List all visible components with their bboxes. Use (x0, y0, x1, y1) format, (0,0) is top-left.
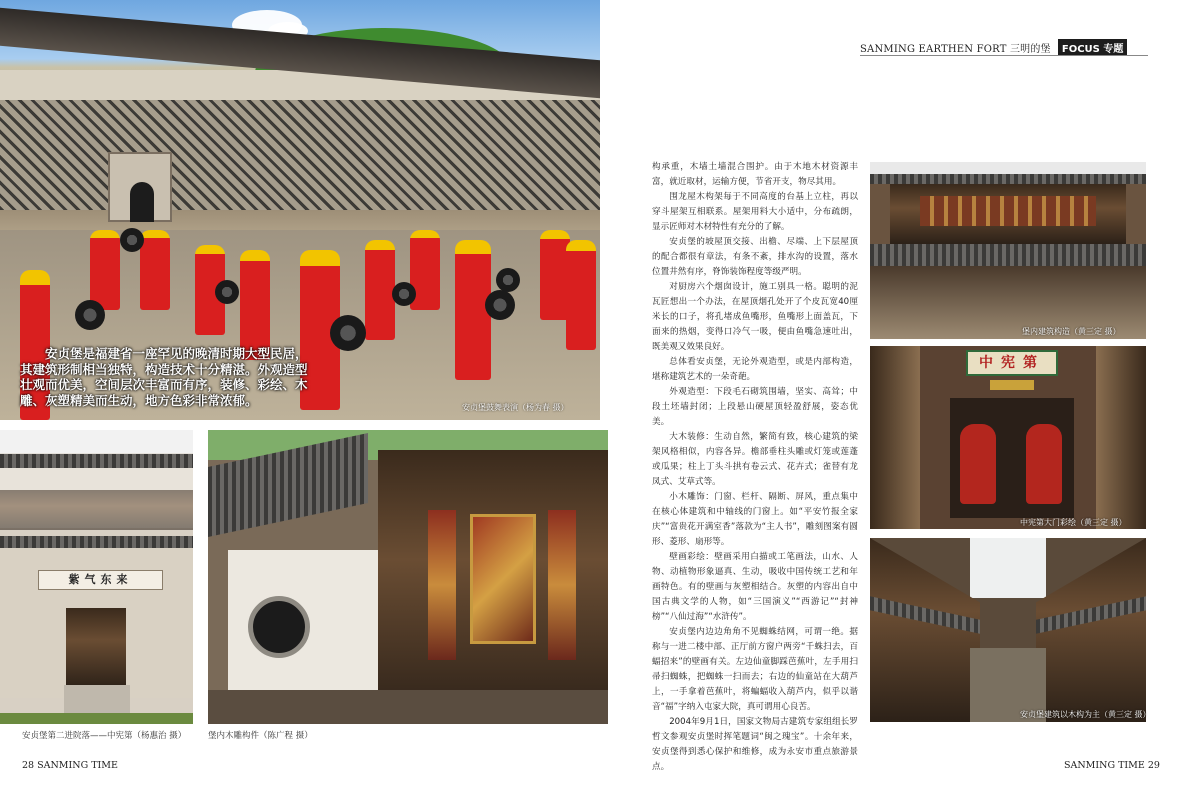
article-paragraph: 构承重，木墙土墙混合围护。由于木地木材资源丰富，就近取材，运输方便，节省开支，物尽其用。 (652, 162, 858, 187)
hero-intro-text: 安贞堡是福建省一座罕见的晚清时期大型民居，其建筑形制相当独特，构造技术十分精湛。外观造型壮观而优美，空间层次丰富而有序，装修、彩绘、木雕、灰塑精美而生动，地方色彩非常浓郁。 (20, 346, 308, 408)
page-number-right: SANMING TIME 29 (1064, 760, 1160, 771)
article-paragraph: 安贞堡的坡屋顶交接、出檐、尽端、上下层屋顶的配合都很有章法，有条不紊，排水沟的设置，落水位置井然有序，脊饰装饰程度等级严明。 (652, 237, 858, 277)
header-divider (860, 55, 1148, 56)
courtyard-photo (0, 430, 193, 724)
header-title: SANMING EARTHEN FORT 三明的堡 (860, 44, 1051, 55)
fort-gate (108, 152, 172, 222)
article-paragraph: 2004年9月1日，国家文物局古建筑专家组组长罗哲文参观安贞堡时挥笔题词“闽之瑰宝”。十余年来，安贞堡得到悉心保护和维修，成为永安市重点旅游景点。 (652, 717, 858, 772)
hero-caption: 安贞堡鼓舞表演（杨为春 摄） (462, 403, 569, 412)
article-paragraph: 外观造型：下段毛石砌筑围墙，坚实、高耸；中段土坯墙封闭；上段悬山硬屋顶轻盈舒展，姿态优美。 (652, 387, 858, 427)
door-photo (870, 346, 1146, 529)
corridor-photo (870, 538, 1151, 722)
article-paragraph: 安贞堡内边边角角不见蜘蛛结网，可谓一绝。据称与一进二楼中部、正厅前方窗户两旁“千蛛扫去，百蝠招来”的壁画有关。左边仙童脚踩芭蕉叶，左手用扫帚扫蜘蛛，把蜘蛛一扫而去；右边的仙童站在大葫芦上，一手拿着芭蕉叶，将蝙蝠收入葫芦内，似乎以谐音“福”字纳入屯家大院，真可谓用心良苦。 (652, 627, 858, 712)
gate-plaque: 中宪第 (966, 350, 1058, 376)
article-paragraph: 总体看安贞堡，无论外观造型，或是内部构造，堪称建筑艺术的一朵奇葩。 (652, 357, 858, 382)
page-number-left: 28 SANMING TIME (22, 760, 118, 771)
article-body (652, 160, 858, 772)
article-paragraph: 大木装修：生动自然，繁简有致，核心建筑的梁架风格相似，内容各异。檐部垂柱头雕或灯笼或莲蓬或瓜果；柱上丁头斗拱有卷云式、花卉式；雀替有龙凤式、艾草式等。 (652, 432, 858, 487)
woodcarving-photo (208, 430, 608, 724)
article-paragraph: 围龙屋木构架每于不同高度的台基上立柱，再以穿斗屋架互相联系。屋架用料大小适中，分布疏朗，显示匠师对木材特性有充分的了解。 (652, 192, 858, 232)
hero-photo (0, 0, 600, 420)
section-badge: FOCUS 专题 (1058, 39, 1127, 56)
article-paragraph: 壁画彩绘：壁画采用白描或工笔画法，山水、人物、动植物形象逼真、生动，吸收中国传统工艺和年画特色。有的壁画与灰塑相结合。灰塑的内容出自中国古典文学的人物，如“三国演义”“西游记”“封神榜”“八仙过海”“水浒传”。 (652, 552, 858, 622)
courtyard-plaque: 紫气东来 (38, 570, 163, 590)
article-paragraph: 对厨房六个烟囱设计，施工别具一格。聪明的泥瓦匠想出一个办法，在屋顶烟孔处开了个皮瓦宽40厘米长的口子，将孔堵成鱼嘴形，鱼嘴形上面盖瓦，下面来的热烟，变得口冷气一吸，便由鱼嘴急速吐出，既美观又效果良好。 (652, 282, 858, 352)
door-caption: 中宪第大门彩绘（黄三定 摄） (1020, 518, 1127, 527)
article-paragraph: 小木雕饰：门窗、栏杆、隔断、屏风，重点集中在核心体建筑和中轴线的门窗上。如“平安竹报全家庆”“富贵花开满室香”落款为“主人书”，雕刻图案有圆形、菱形、扇形等。 (652, 492, 858, 547)
building-photo (870, 162, 1146, 339)
building-caption: 堡内建筑构造（黄三定 摄） (1022, 327, 1121, 336)
running-header (860, 37, 1150, 53)
woodcarving-caption: 堡内木雕构件（陈广程 摄） (208, 731, 313, 741)
courtyard-caption: 安贞堡第二进院落——中宪第（杨惠治 摄） (22, 731, 187, 741)
corridor-caption: 安贞堡建筑以木构为主（黄三定 摄） (1020, 710, 1151, 719)
